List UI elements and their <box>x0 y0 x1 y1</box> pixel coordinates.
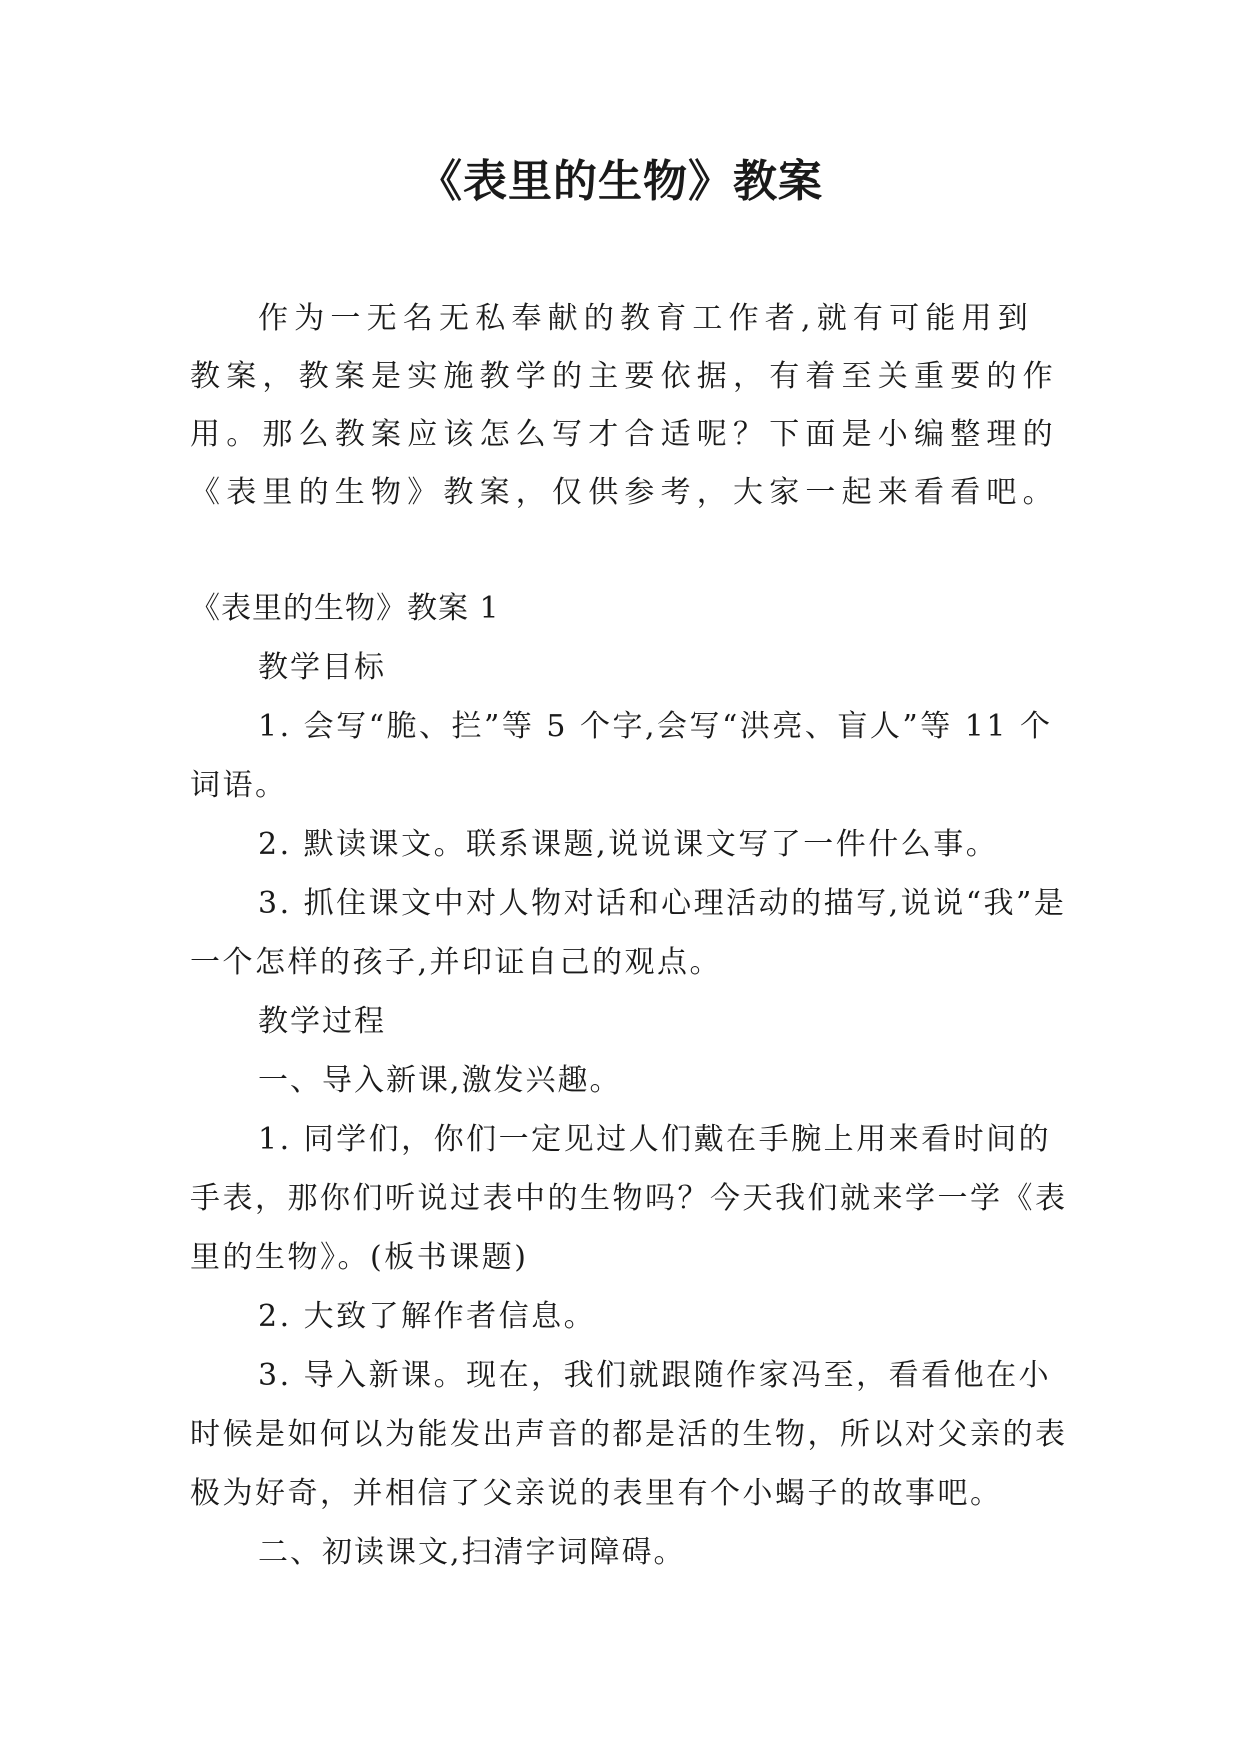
lesson-plan-body <box>190 579 1070 1582</box>
document-title: 《表里的生物》教案 <box>418 156 823 207</box>
section-title: 《表里的生物》教案 1 <box>190 591 500 626</box>
goal-item: 3. 抓住课文中对人物对话和心理活动的描写,说说“我”是一个怎样的孩子,并印证自己的观点。 <box>190 886 1067 980</box>
goal-item: 2. 默读课文。联系课题,说说课文写了一件什么事。 <box>258 827 999 862</box>
step-heading: 二、初读课文,扫清字词障碍。 <box>258 1535 686 1570</box>
step-item: 3. 导入新课。现在，我们就跟随作家冯至，看看他在小时候是如何以为能发出声音的都是活的生物，所以对父亲的表极为好奇，并相信了父亲说的表里有个小蝎子的故事吧。 <box>190 1358 1068 1511</box>
goal-item: 1. 会写“脆、拦”等 5 个字,会写“洪亮、盲人”等 11 个词语。 <box>190 709 1053 803</box>
intro-section <box>190 290 1070 522</box>
step-heading: 一、导入新课,激发兴趣。 <box>258 1063 622 1098</box>
step-item: 2. 大致了解作者信息。 <box>258 1299 597 1334</box>
goals-heading: 教学目标 <box>258 650 386 685</box>
step-item: 1. 同学们，你们一定见过人们戴在手腕上用来看时间的手表，那你们听说过表中的生物吗？今天我们就来学一学《表里的生物》。(板书课题) <box>190 1122 1068 1275</box>
process-heading: 教学过程 <box>258 1004 386 1039</box>
intro-paragraph: 作为一无名无私奉献的教育工作者,就有可能用到教案，教案是实施教学的主要依据，有着至关重要的作用。那么教案应该怎么写才合适呢？下面是小编整理的《表里的生物》教案，仅供参考，大家一起来看看吧。 <box>190 301 1059 510</box>
